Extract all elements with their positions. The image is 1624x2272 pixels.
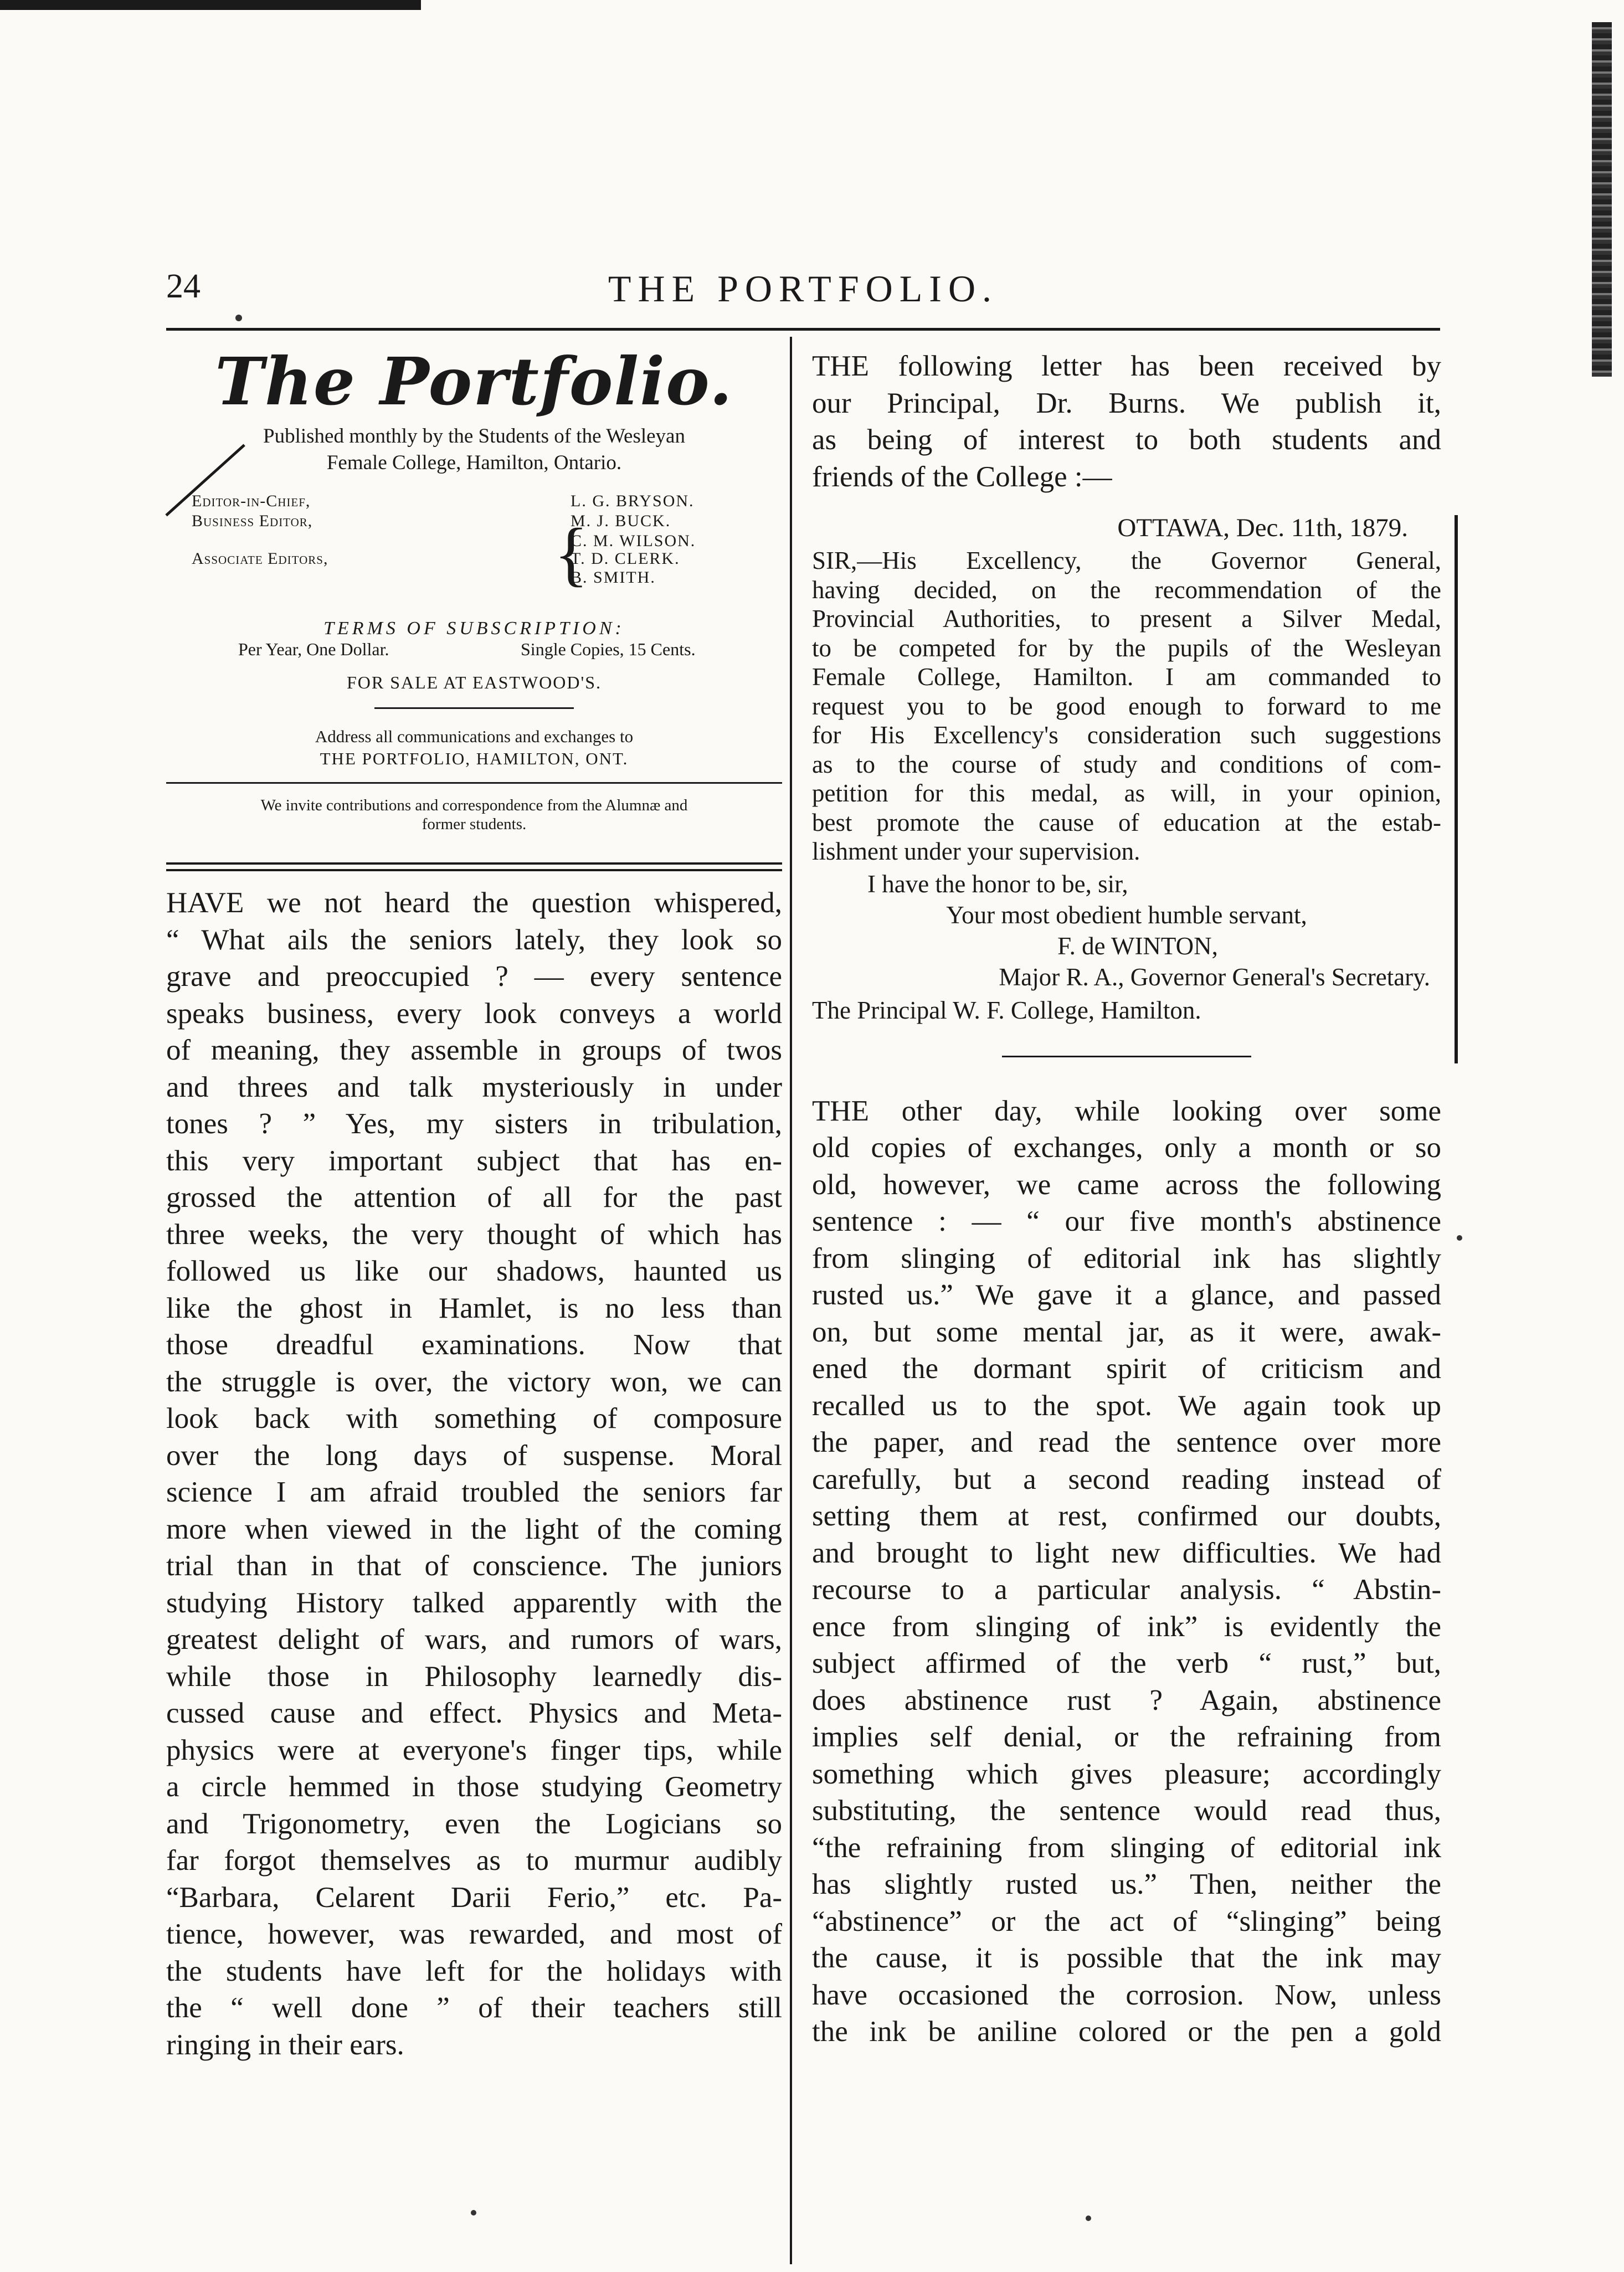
running-header <box>166 267 1440 311</box>
header-rule <box>166 328 1440 331</box>
published-line: Published monthly by the Students of the Wesleyan Female College, Hamilton, Ontario. <box>263 425 685 474</box>
left-article: HAVE we not heard the question whispered, “ What ails the seniors lately, they look so grave and preoccupied ? — every sentence speaks business, every look conveys a world of meaning, they assemble in groups of twos and threes and talk mysteriously in under tones ? ” Yes, my sisters in tribulation, this very important subject that has en- grossed the attention of all for the past three weeks, the very thought of which has followed us like our shadows, haunted us like the ghost in Hamlet, is no less than those dreadful examinations. Now that the struggle is over, the victory won, we can look back with something of composure over the long days of suspense. Moral science I am afraid troubled the seniors far more when viewed in the light of the coming trial than in that of conscience. The juniors studying History talked apparently with the greatest delight of wars, and rumors of wars, while those in Philosophy learnedly dis- cussed cause and effect. Physics and Meta- physics were at everyone's finger tips, while a circle hemmed in those studying Geometry and Trigonometry, even the Logicians so far forgot themselves as to murmur audibly “Barbara, Celarent Darii Ferio,” etc. Pa- tience, however, was rewarded, and most of the students have left for the holidays with the “ well done ” of their teachers still ringing in their ears. <box>166 887 782 2061</box>
address-rule <box>166 782 782 784</box>
brace-glyph: { <box>554 514 589 594</box>
top-edge-rule <box>0 0 421 10</box>
masthead-rule <box>374 707 574 709</box>
terms-title: TERMS OF SUBSCRIPTION: <box>323 618 625 639</box>
letter-addressee: The Principal W. F. College, Hamilton. <box>812 996 1201 1024</box>
letter-dateline: OTTAWA, Dec. 11th, 1879. <box>1117 513 1408 542</box>
letter-servant: Your most obedient humble servant, <box>946 901 1307 929</box>
sale-notice: FOR SALE AT EASTWOOD'S. <box>346 672 602 692</box>
column-divider <box>790 337 792 2264</box>
masthead-title: The Portfolio. <box>215 343 733 420</box>
speck <box>235 315 242 321</box>
margin-dot <box>1457 1235 1462 1241</box>
right-column <box>812 332 1441 2050</box>
terms-prices: Per Year, One Dollar. Single Copies, 15 Cents. <box>238 639 696 659</box>
page-number: 24 <box>166 268 201 305</box>
left-column <box>166 332 782 2063</box>
binding-edge <box>1592 22 1612 377</box>
letter: OTTAWA, Dec. 11th, 1879. SIR,—His Excellency, the Governor General, having decided, on the recommendation of the Provincial Authorities, to present a Silver Medal, to be competed for by the pupils of the Wesleyan Female College, Hamilton. I am commanded to request you to be good enough to forward to me for His Excellency's consideration such suggestions as to the course of study and conditions of com- petition for this medal, as will, in your opinion, best promote the cause of education at the estab- lishment under your supervision. I have the honor to be, sir, Your most obedient humble servant, F. de WINTON, Major R. A., Governor General's Secretary. The Principal W. F. College, Hamilton. <box>812 510 1441 1026</box>
speck <box>1086 2216 1091 2221</box>
section-rule <box>1002 1056 1251 1057</box>
letter-signature: F. de WINTON, <box>1057 932 1218 960</box>
letter-closing: I have the honor to be, sir, <box>867 870 1128 898</box>
masthead-double-rule <box>166 862 782 865</box>
invite-notice: We invite contributions and correspondence from the Alumnæ and former students. <box>260 796 688 833</box>
staff-list: Editor-in-Chief, L. G. BRYSON. Business Editor, M. J. BUCK. C. M. WILSON. Associate Editors, T. D. CLERK. B. SMITH. { <box>166 492 782 608</box>
running-title: THE PORTFOLIO. <box>608 268 999 310</box>
margin-line <box>1455 515 1458 1063</box>
letter-intro: THE following letter has been received by our Principal, Dr. Burns. We publish it, as being of interest to both students and friends of the College :— <box>812 350 1441 493</box>
address-notice: Address all communications and exchanges to THE PORTFOLIO, HAMILTON, ONT. <box>315 727 634 768</box>
speck <box>471 2210 476 2216</box>
letter-title: Major R. A., Governor General's Secretary. <box>999 963 1430 991</box>
right-article: THE other day, while looking over some old copies of exchanges, only a month or so old, however, we came across the following sentence : — “ our five month's abstinence from slinging of editorial ink has slightly rusted us.” We gave it a glance, and passed on, but some mental jar, as it were, awak- ened the dormant spirit of criticism and recalled us to the spot. We again took up the paper, and read the sentence over more carefully, but a second reading instead of setting them at rest, confirmed our doubts, and brought to light new difficulties. We had recourse to a particular analysis. “ Abstin- ence from slinging of ink” is evidently the subject affirmed of the verb “ rust,” but, does abstinence rust ? Again, abstinence implies self denial, or the refraining from something which gives pleasure; accordingly substituting, the sentence would read thus, “the refraining from slinging of editorial ink has slightly rusted us.” Then, neither the “abstinence” or the act of “slinging” being the cause, it is possible that the ink may have occasioned the corrosion. Now, unless the ink be aniline colored or the pen a gold <box>812 1094 1441 2048</box>
